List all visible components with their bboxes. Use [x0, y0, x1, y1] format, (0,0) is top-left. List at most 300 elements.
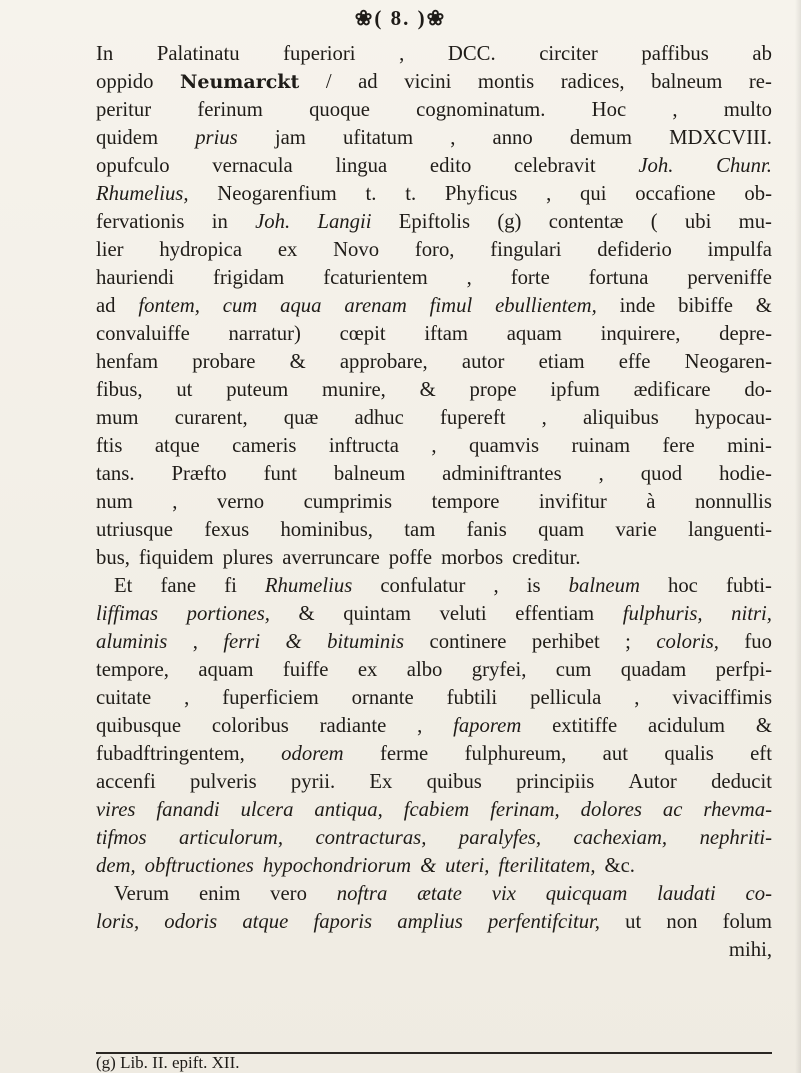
word: qui	[580, 183, 607, 205]
word: hypocau-	[694, 407, 772, 429]
word: Autor	[628, 771, 677, 793]
word: demum	[569, 127, 632, 149]
word: mini-	[727, 435, 772, 457]
word: fingulari	[490, 239, 562, 261]
word: ætate	[417, 883, 462, 905]
word: ,	[450, 127, 456, 149]
word: hominibus,	[280, 519, 373, 541]
text-line	[96, 628, 772, 656]
word: amplius	[397, 911, 463, 933]
word: fortuna	[588, 267, 649, 289]
word: do-	[744, 379, 772, 401]
word: ,	[466, 267, 472, 289]
word: continere	[429, 631, 507, 653]
word: ,	[634, 687, 640, 709]
word: (g)	[497, 211, 522, 233]
text-line	[96, 96, 772, 124]
word: effentiam	[515, 603, 595, 625]
word: (	[650, 211, 658, 233]
word: Et	[114, 575, 133, 597]
word: fuperficiem	[222, 687, 319, 709]
word: funt	[263, 463, 297, 485]
word: quibusque	[96, 715, 182, 737]
word: ob-	[744, 183, 772, 205]
word: fcaturientem	[323, 267, 428, 289]
word: Joh.	[255, 211, 291, 233]
word: hauriendi	[96, 267, 175, 289]
word: ornante	[351, 687, 414, 709]
word: puteum	[226, 379, 289, 401]
word: nonnullis	[694, 491, 772, 513]
word: In	[96, 43, 114, 65]
word: ex	[357, 659, 378, 681]
text-line	[96, 684, 772, 712]
word: fupereft	[440, 407, 506, 429]
word: hodie-	[719, 463, 772, 485]
word: fere	[662, 435, 695, 457]
word: averruncare	[282, 547, 380, 569]
word: accenfi	[96, 771, 156, 793]
word: fexus	[204, 519, 250, 541]
word: bus,	[96, 547, 130, 569]
word: ebullientem,	[495, 295, 597, 317]
word: creditur.	[512, 547, 581, 569]
word: ,	[172, 491, 178, 513]
word: fuo	[744, 631, 772, 653]
text-line	[96, 936, 772, 964]
word: verno	[216, 491, 265, 513]
word: balneum	[651, 71, 723, 93]
word: ,	[541, 407, 547, 429]
word: dolores	[580, 799, 642, 821]
word: Ex	[369, 771, 393, 793]
word: tempore	[431, 491, 500, 513]
word: hoc	[667, 575, 698, 597]
word: prius	[195, 127, 238, 149]
word: cœpit	[339, 323, 386, 345]
word: ferme	[379, 743, 429, 765]
word: loris,	[96, 911, 140, 933]
word: perveniffe	[687, 267, 772, 289]
word: fanis	[466, 519, 507, 541]
word: acidulum	[648, 715, 725, 737]
word: fterilitatem,	[498, 855, 596, 877]
word: paralyfes,	[458, 827, 542, 849]
word: cum	[222, 295, 258, 317]
word: gryfei,	[471, 659, 527, 681]
word: fubti-	[725, 575, 772, 597]
word: ftis	[96, 435, 123, 457]
word: cognominatum.	[416, 99, 546, 121]
word: quibus	[426, 771, 482, 793]
word: balneum	[568, 575, 640, 597]
word: veluti	[439, 603, 487, 625]
word: rhevma-	[703, 799, 772, 821]
word: lingua	[335, 155, 388, 177]
text-line	[96, 236, 772, 264]
word: albo	[406, 659, 443, 681]
word: inftructa	[328, 435, 399, 457]
text-line	[96, 488, 772, 516]
word: poffe	[388, 547, 433, 569]
word: Rhumelius,	[96, 183, 189, 205]
word: vivaciffimis	[672, 687, 772, 709]
word: pulveris	[189, 771, 257, 793]
body-text	[96, 40, 772, 964]
word: confulatur	[380, 575, 466, 597]
word: coloris,	[656, 631, 719, 653]
word: ,	[493, 575, 499, 597]
word: aqua	[280, 295, 322, 317]
word: uteri,	[445, 855, 490, 877]
word: iftam	[424, 323, 468, 345]
word: odoris	[164, 911, 218, 933]
word: à	[646, 491, 656, 513]
word: mu-	[738, 211, 772, 233]
text-line	[96, 712, 772, 740]
word: radices,	[560, 71, 625, 93]
word: ad	[96, 295, 116, 317]
text-line	[96, 852, 772, 880]
word: ruinam	[571, 435, 631, 457]
word: fi	[224, 575, 237, 597]
word: cum	[555, 659, 592, 681]
word: fuperiori	[283, 43, 356, 65]
word: occafione	[635, 183, 716, 205]
text-line	[96, 600, 772, 628]
footnote: (g) Lib. II. epift. XII.	[96, 1053, 240, 1072]
word: ædificare	[633, 379, 711, 401]
word: t.	[405, 183, 417, 205]
word: coloribus	[211, 715, 289, 737]
word: henfam	[96, 351, 159, 373]
text-line	[96, 40, 772, 68]
word: vicini	[404, 71, 452, 93]
word: DCC.	[447, 43, 496, 65]
word: fubadftringentem,	[96, 743, 245, 765]
word: antiqua,	[314, 799, 383, 821]
word: &	[289, 351, 306, 373]
word: ad	[358, 71, 378, 93]
word: depre-	[719, 323, 772, 345]
text-line	[96, 320, 772, 348]
word: hypochondriorum	[262, 855, 412, 877]
word: defiderio	[597, 239, 672, 261]
word: extitiffe	[552, 715, 618, 737]
word: oppido	[96, 71, 154, 93]
page-edge-shadow	[795, 0, 801, 1073]
word: Phyficus	[444, 183, 518, 205]
text-line	[96, 516, 772, 544]
text-line	[96, 404, 772, 432]
word: pyrii.	[290, 771, 336, 793]
word: fuiffe	[282, 659, 329, 681]
word: articulorum,	[179, 827, 284, 849]
word: multo	[723, 99, 772, 121]
word: &	[285, 631, 302, 653]
word: contentæ	[548, 211, 624, 233]
word: cuitate	[96, 687, 152, 709]
word: ufitatum	[343, 127, 414, 149]
word: Præfto	[171, 463, 227, 485]
word: ferri	[223, 631, 261, 653]
word: hydropica	[159, 239, 243, 261]
word: mum	[96, 407, 139, 429]
word: arenam	[344, 295, 407, 317]
text-line	[96, 460, 772, 488]
word: montis	[477, 71, 535, 93]
word: &	[298, 603, 315, 625]
page-header: ❀( 8. )❀	[354, 6, 447, 30]
text-line	[96, 180, 772, 208]
word: noftra	[336, 883, 388, 905]
text-line	[96, 152, 772, 180]
word: quidem	[96, 127, 159, 149]
word: lier	[96, 239, 124, 261]
word: Novo	[333, 239, 380, 261]
word: ferinum	[197, 99, 263, 121]
word: &	[420, 855, 437, 877]
word: ,	[399, 43, 405, 65]
word: ,	[192, 631, 198, 653]
word: quadam	[620, 659, 687, 681]
text-line	[96, 740, 772, 768]
word: Langii	[317, 211, 372, 233]
word: bibiffe	[678, 295, 733, 317]
word: folum	[722, 911, 772, 933]
word: ,	[184, 687, 190, 709]
text-line	[96, 432, 772, 460]
word: forte	[510, 267, 550, 289]
word: liffimas	[96, 603, 159, 625]
word: perfpi-	[715, 659, 772, 681]
word: narratur)	[228, 323, 301, 345]
word: aliquibus	[582, 407, 659, 429]
word: morbos	[441, 547, 504, 569]
word: contracturas,	[315, 827, 427, 849]
word: is	[526, 575, 541, 597]
word: quicquam	[545, 883, 628, 905]
word: fulphureum,	[464, 743, 567, 765]
word: qualis	[664, 743, 714, 765]
word: cachexiam,	[573, 827, 668, 849]
text-line	[96, 824, 772, 852]
word: inde	[619, 295, 656, 317]
word: principiis	[516, 771, 595, 793]
word: varie	[615, 519, 657, 541]
word: circiter	[539, 43, 598, 65]
word: fontem,	[138, 295, 200, 317]
word: tans.	[96, 463, 135, 485]
word: fubtili	[446, 687, 498, 709]
word: foro,	[414, 239, 455, 261]
word: mihi,	[728, 939, 772, 961]
word: fane	[160, 575, 197, 597]
word: ubi	[684, 211, 712, 233]
word: Palatinatu	[156, 43, 240, 65]
text-line	[96, 264, 772, 292]
word: tam	[404, 519, 436, 541]
word: ipfum	[550, 379, 600, 401]
word: &c.	[604, 855, 635, 877]
word: paffibus	[641, 43, 709, 65]
text-line	[96, 292, 772, 320]
word: vires	[96, 799, 136, 821]
word: aquam	[506, 323, 562, 345]
text-line	[96, 572, 772, 600]
text-line	[96, 544, 772, 572]
word: pellicula	[530, 687, 602, 709]
word: ,	[546, 183, 552, 205]
word: Rhumelius	[264, 575, 353, 597]
word: odorem	[281, 743, 344, 765]
word: atque	[154, 435, 200, 457]
word: laudati	[657, 883, 716, 905]
text-line	[96, 68, 772, 96]
word: deducit	[711, 771, 772, 793]
word: portiones,	[186, 603, 270, 625]
word: Chunr.	[716, 155, 772, 177]
word: non	[666, 911, 698, 933]
word: opufculo	[96, 155, 170, 177]
word: peritur	[96, 99, 152, 121]
word: tifmos	[96, 827, 147, 849]
word: eft	[750, 743, 772, 765]
word: Joh.	[638, 155, 674, 177]
word: fibus,	[96, 379, 143, 401]
text-line	[96, 376, 772, 404]
word: fimul	[429, 295, 473, 317]
word: edito	[429, 155, 472, 177]
text-line	[96, 124, 772, 152]
word: munire,	[322, 379, 386, 401]
word: enim	[198, 883, 241, 905]
word: quoque	[309, 99, 370, 121]
text-line	[96, 656, 772, 684]
word: aluminis	[96, 631, 168, 653]
word: ut	[625, 911, 642, 933]
word: Verum	[114, 883, 170, 905]
word: &	[755, 295, 772, 317]
word: vero	[270, 883, 307, 905]
word: frigidam	[213, 267, 285, 289]
word: ut	[176, 379, 193, 401]
word: curarent,	[174, 407, 248, 429]
word: cumprimis	[303, 491, 393, 513]
word: cameris	[232, 435, 297, 457]
word: quæ	[283, 407, 319, 429]
word: nephriti-	[699, 827, 772, 849]
word: &	[755, 715, 772, 737]
word: jam	[274, 127, 306, 149]
word: Neogarenfium	[217, 183, 337, 205]
word: autor	[461, 351, 505, 373]
word: re-	[748, 71, 772, 93]
word: impulfa	[707, 239, 772, 261]
word: languenti-	[688, 519, 772, 541]
word: ,	[431, 435, 437, 457]
word: ulcera	[240, 799, 294, 821]
word: ;	[625, 631, 631, 653]
text-line	[96, 880, 772, 908]
word: utriusque	[96, 519, 173, 541]
word: vix	[491, 883, 516, 905]
word: fervationis	[96, 211, 185, 233]
word: quamvis	[468, 435, 540, 457]
word: MDXCVIII.	[669, 127, 772, 149]
word: tempore,	[96, 659, 169, 681]
word: invifitur	[538, 491, 607, 513]
word: dem,	[96, 855, 136, 877]
word: Hoc	[591, 99, 627, 121]
word: quam	[538, 519, 585, 541]
word: obftructiones	[144, 855, 254, 877]
word: ac	[662, 799, 683, 821]
word: perhibet	[531, 631, 600, 653]
word: in	[211, 211, 228, 233]
word: Neogaren-	[684, 351, 772, 373]
word: faporis	[313, 911, 373, 933]
word: &	[419, 379, 436, 401]
word: celebravit	[514, 155, 596, 177]
text-line	[96, 768, 772, 796]
word: nitri,	[731, 603, 772, 625]
word: effe	[618, 351, 651, 373]
word: radiante	[319, 715, 387, 737]
word: perfentifcitur,	[487, 911, 600, 933]
word: ,	[417, 715, 423, 737]
word: num	[96, 491, 133, 513]
text-line	[96, 208, 772, 236]
word: quod	[640, 463, 683, 485]
word: ferinam,	[490, 799, 560, 821]
word: fulphuris,	[622, 603, 703, 625]
word: ,	[598, 463, 604, 485]
word: fiquidem	[138, 547, 214, 569]
word: balneum	[333, 463, 406, 485]
word: aut	[602, 743, 628, 765]
text-line	[96, 908, 772, 936]
word: co-	[745, 883, 772, 905]
word: Epiftolis	[398, 211, 471, 233]
word: fanandi	[156, 799, 220, 821]
text-line	[96, 796, 772, 824]
word: Neumarckt	[180, 71, 300, 93]
word: etiam	[538, 351, 585, 373]
word: probare	[192, 351, 256, 373]
word: faporem	[453, 715, 522, 737]
word: plures	[222, 547, 274, 569]
word: /	[325, 71, 332, 93]
word: ex	[277, 239, 298, 261]
word: anno	[492, 127, 533, 149]
word: convaluiffe	[96, 323, 190, 345]
word: approbare,	[339, 351, 428, 373]
word: atque	[242, 911, 289, 933]
text-line	[96, 348, 772, 376]
word: ,	[672, 99, 678, 121]
word: vernacula	[212, 155, 293, 177]
word: fcabiem	[403, 799, 470, 821]
word: adhuc	[354, 407, 404, 429]
word: quintam	[343, 603, 411, 625]
word: prope	[469, 379, 517, 401]
word: ab	[752, 43, 772, 65]
word: inquirere,	[600, 323, 681, 345]
word: adminiftrantes	[442, 463, 562, 485]
word: bituminis	[327, 631, 405, 653]
word: t.	[365, 183, 377, 205]
